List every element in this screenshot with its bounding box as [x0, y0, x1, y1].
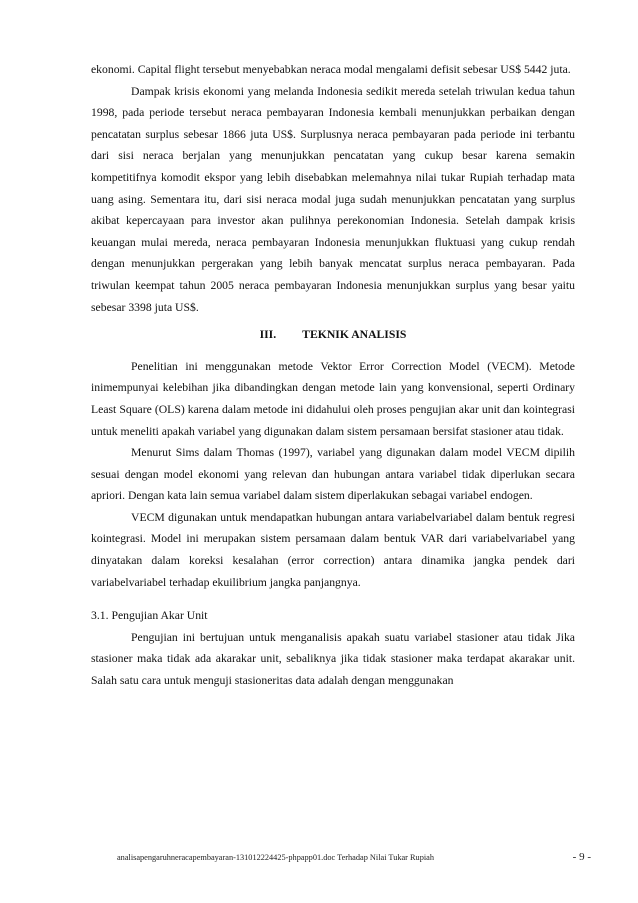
page-number: - 9 - [572, 851, 591, 863]
subsection-heading: 3.1. Pengujian Akar Unit [91, 609, 208, 623]
paragraph-dampak-krisis: Dampak krisis ekonomi yang melanda Indonesia sedikit mereda setelah triwulan kedua tahun 1998, pada periode tersebut neraca pembayaran Indonesia kembali menunjukkan perbaikan dengan pencatatan surplus sebesar 1866 juta US$. Surplusnya neraca pembayaran pada periode ini terbantu dari sisi neraca berjalan yang menunjukkan pencatatan yang cukup besar karena semakin kompetitifnya komodit ekspor yang lebih disebabkan melemahnya nilai tukar Rupiah terhadap mata uang asing. Sementara itu, dari sisi neraca modal juga sudah menunjukkan pencatatan yang surplus akibat kepercayaan para investor akan pulihnya perekonomian Indonesia. Setelah dampak krisis keuangan mulai mereda, neraca pembayaran Indonesia menunjukkan fluktuasi yang cukup rendah dengan menunjukkan pergerakan yang lebih banyak mencatat surplus neraca pembayaran. Pada triwulan keempat tahun 2005 neraca pembayaran Indonesia menunjukkan surplus yang besar yaitu sebesar 3398 juta US$. [91, 84, 575, 314]
section-title: TEKNIK ANALISIS [302, 328, 407, 342]
document-body [91, 59, 575, 692]
section-heading [91, 324, 575, 346]
paragraph-sims-thomas: Menurut Sims dalam Thomas (1997), variabel yang digunakan dalam model VECM dipilih sesuai dengan model ekonomi yang relevan dan hubungan antara variabel tidak diperlukan secara apriori. Dengan kata lain semua variabel dalam sistem diperlakukan sebagai variabel endogen. [91, 446, 575, 503]
page-footer [117, 853, 591, 862]
footer-filename: analisapengaruhneracapembayaran-131012224425-phpapp01.doc Terhadap Nilai Tukar Rupiah [117, 853, 434, 862]
paragraph-unit-root: Pengujian ini bertujuan untuk menganalisis apakah suatu variabel stasioner atau tidak Jika stasioner maka tidak ada akarakar unit, sebaliknya jika tidak stasioner maka terdapat akarakar unit. Salah satu cara untuk menguji stasioneritas data adalah dengan menggunakan [91, 630, 575, 688]
paragraph-vecm-usage: VECM digunakan untuk mendapatkan hubungan antara variabelvariabel dalam bentuk regresi kointegrasi. Model ini merupakan sistem persamaan dalam bentuk VAR dari variabelvariabel yang dinyatakan dalam koreksi kesalahan (error correction) antara dinamika jangka pendek dari variabelvariabel terhadap ekuilibrium jangka panjangnya. [91, 510, 575, 589]
paragraph-capital-flight: ekonomi. Capital flight tersebut menyebabkan neraca modal mengalami defisit sebesar US$ 5442 juta. [91, 63, 571, 76]
paragraph-vecm-method: Penelitian ini menggunakan metode Vektor Error Correction Model (VECM). Metode inimempunyai kelebihan jika dibandingkan dengan metode lain yang konvensional, seperti Ordinary Least Square (OLS) karena dalam metode ini didahului oleh proses pengujian akar unit dan kointegrasi untuk meneliti apakah variabel yang digunakan dalam sistem persamaan bersifat stasioner atau tidak. [91, 359, 575, 438]
section-number: III. [259, 328, 277, 342]
